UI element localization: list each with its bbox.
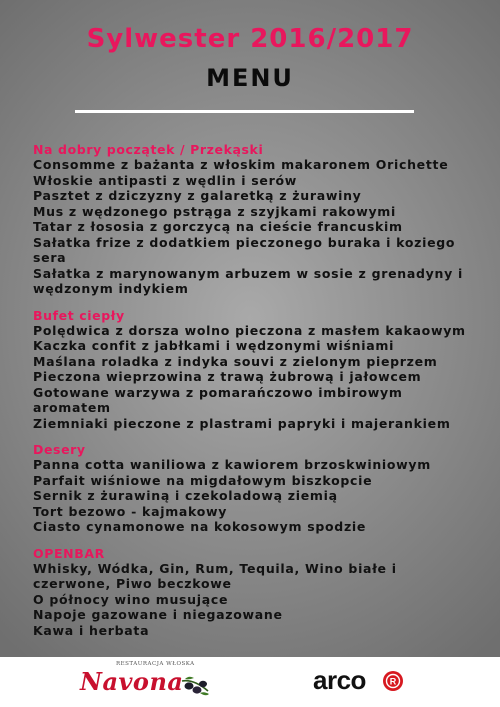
navona-tagline: RESTAURACJA WŁOSKA bbox=[116, 661, 195, 667]
menu-item: aromatem bbox=[33, 400, 111, 415]
menu-item: Pasztet z dziczyzny z galaretką z żurawiny bbox=[33, 188, 362, 203]
menu-item: Kawa i herbata bbox=[33, 622, 150, 638]
menu-item: Sałatka frize z dodatkiem pieczonego buraka i koziego bbox=[33, 234, 456, 250]
section-openbar bbox=[33, 546, 483, 639]
section-title: OPENBAR bbox=[33, 545, 105, 561]
navona-wordmark: Navona bbox=[80, 667, 184, 696]
olive-branch-icon bbox=[180, 675, 210, 699]
menu-list bbox=[33, 142, 483, 649]
registered-mark-icon bbox=[382, 670, 404, 692]
navona-logo bbox=[80, 661, 210, 703]
menu-item: Tort bezowo - kajmakowy bbox=[33, 503, 228, 519]
menu-item: Sernik z żurawiną i czekoladową ziemią bbox=[33, 488, 338, 503]
menu-item: Pieczona wieprzowina z trawą żubrową i jałowcem bbox=[33, 369, 422, 384]
section-starters bbox=[33, 142, 483, 297]
menu-item: Panna cotta waniliowa z kawiorem brzoskwiniowym bbox=[33, 457, 432, 472]
menu-item: wędzonym indykiem bbox=[33, 281, 189, 296]
menu-item: Tatar z łososia z gorczycą na cieście francuskim bbox=[33, 219, 403, 234]
menu-item: Gotowane warzywa z pomarańczowo imbirowym bbox=[33, 384, 403, 400]
section-desserts bbox=[33, 442, 483, 535]
divider bbox=[75, 110, 414, 113]
menu-item: Ciasto cynamonowe na kokosowym spodzie bbox=[33, 519, 367, 534]
menu-item: Polędwica z dorsza wolno pieczona z masłem kakaowym bbox=[33, 322, 466, 338]
page-title: Sylwester 2016/2017 bbox=[86, 24, 414, 54]
section-title: Desery bbox=[33, 442, 86, 457]
menu-item: Sałatka z marynowanym arbuzem w sosie z grenadyny i bbox=[33, 265, 463, 281]
menu-item: czerwone, Piwo beczkowe bbox=[33, 576, 232, 591]
menu-item: Maślana roladka z indyka souvi z zielonym pieprzem bbox=[33, 353, 438, 369]
menu-item: Whisky, Wódka, Gin, Rum, Tequila, Wino białe i bbox=[33, 560, 397, 576]
menu-item: sera bbox=[33, 250, 67, 265]
footer-logos bbox=[0, 657, 500, 707]
menu-item: Napoje gazowane i niegazowane bbox=[33, 607, 283, 622]
svg-text:R: R bbox=[389, 676, 397, 687]
arco-wordmark: arco bbox=[313, 665, 366, 695]
section-title: Na dobry początek / Przekąski bbox=[33, 142, 264, 157]
menu-item: Ziemniaki pieczone z plastrami papryki i majerankiem bbox=[33, 415, 451, 431]
menu-item: Kaczka confit z jabłkami i wędzonymi wiśniami bbox=[33, 338, 395, 353]
section-hot-buffet bbox=[33, 308, 483, 432]
arco-logo bbox=[313, 665, 413, 699]
menu-heading: MENU bbox=[206, 64, 294, 92]
menu-item: Mus z wędzonego pstrąga z szyjkami rakowymi bbox=[33, 203, 397, 219]
menu-item: Włoskie antipasti z wędlin i serów bbox=[33, 172, 297, 188]
section-title: Bufet ciepły bbox=[33, 307, 125, 323]
menu-item: Consomme z bażanta z włoskim makaronem Orichette bbox=[33, 157, 449, 172]
menu-item: Parfait wiśniowe na migdałowym biszkopcie bbox=[33, 472, 373, 488]
menu-item: O północy wino musujące bbox=[33, 591, 229, 607]
